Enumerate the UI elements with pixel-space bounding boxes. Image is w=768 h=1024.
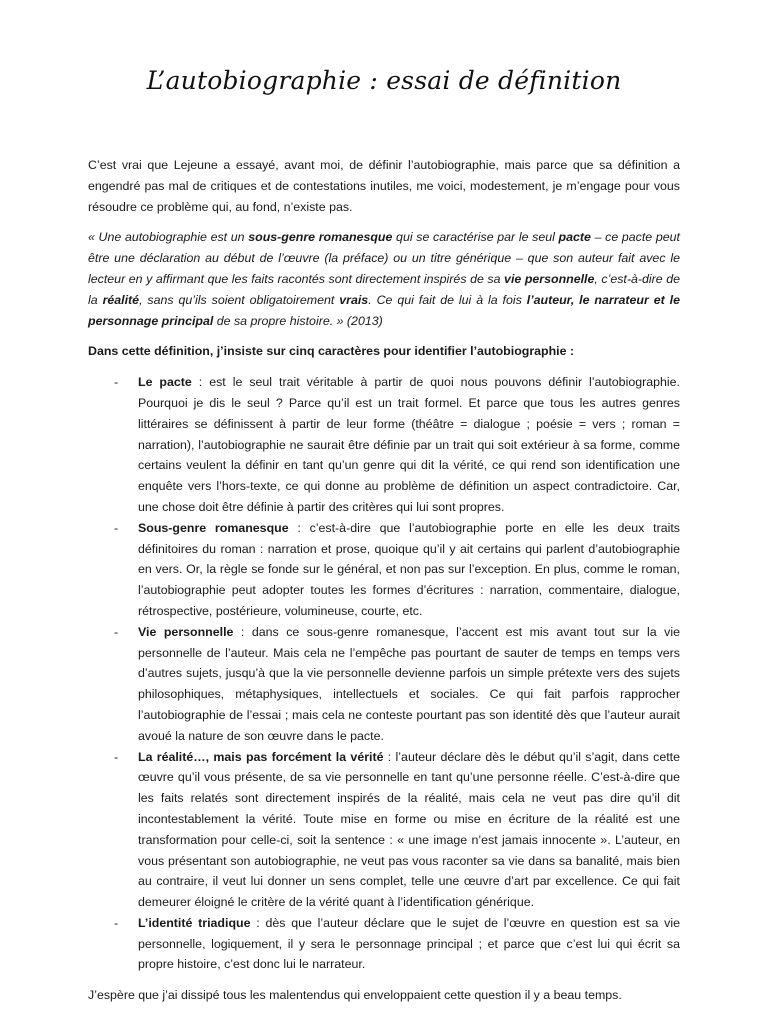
bullet-dash: - [114,749,119,764]
intro-paragraph: C’est vrai que Lejeune a essayé, avant moi, de définir l’autobiographie, mais parce que sa définition a engendré pas mal de critiques et de contestations inutiles, me voici, modestement, je m’engage pour vous résoudre ce problème qui, au fond, n’existe pas. [88,158,680,214]
item-text: : l’auteur déclare dès le début qu’il s’agit, dans cette œuvre qu’il vous présente, de sa vie personnelle en tant qu’une personne réelle. C’est-à-dire que les faits relatés sont directement inspirés de la réalité, mais cela ne veut pas dire qu’il dit incontestablement la vérité. Toute mise en forme ou mise en écriture de la réalité est une transformation pour celle-ci, soit la sentence : « une image n’est jamais innocente ». L’auteur, en vous présentant son autobiographie, ne veut pas vous raconter sa vie dans sa banalité, mais bien au contraire, il veut lui donner un sens complet, telle une œuvre d’art par excellence. Ce qui fait demeurer éloigné le critère de la vérité quant à l’identification générique. [138,749,680,910]
list-item [114,747,680,913]
quote-text: , c’est-à-dire de la [88,271,680,307]
bullet-dash: - [114,624,119,639]
item-text: : c’est-à-dire que l’autobiographie porte en elle les deux traits définitoires du roman : narration et prose, quoique qu’il y ait certains qui parlent d’autobiographie en vers. Or, la règle se fonde sur le général, et non pas sur l’exception. En plus, comme le roman, l’autobiographie peut adopter toutes les formes d’écritures : narration, commentaire, dialogue, rétrospective, postérieure, volumineuse, courte, etc. [138,520,680,618]
quote-text: . Ce qui fait de lui à la fois [368,292,527,307]
list-item [114,913,681,975]
quote-text: de sa propre histoire. » (2013) [213,313,383,328]
bullet-dash: - [114,520,119,535]
list-intro: Dans cette définition, j’insiste sur cinq caractères pour identifier l’autobiographie : [88,344,575,359]
item-term: Sous-genre romanesque [138,520,289,535]
item-term: Vie personnelle [138,624,234,639]
item-term: La réalité…, mais pas forcément la vérité [138,749,384,764]
item-text: : dans ce sous-genre romanesque, l’accent est mis avant tout sur la vie personnelle de l’auteur. Mais cela ne l’empêche pas pourtant de sauter de temps en temps vers d’autres sujets, jusqu’à que la vie personnelle devienne parfois un simple prétexte vers des sujets philosophiques, métaphysiques, intellectuels et sociales. Ce qui fait parfois rapprocher l’autobiographie de l’essai ; mais cela ne conteste pourtant pas son identité dès que l’auteur aurait avoué la nature de son œuvre dans le pacte. [138,624,680,743]
closing-paragraph: J’espère que j’ai dissipé tous les malentendus qui enveloppaient cette question il y a beau temps. [88,988,622,1003]
list-item [114,518,680,622]
item-text: : est le seul trait véritable à partir de quoi nous pouvons définir l’autobiographie. Pourquoi je dis le seul ? Parce qu’il est un trait formel. Et parce que tous les autres genres littéraires se définissent à partir de leur forme (théâtre = dialogue ; poésie = vers ; roman = narration), l’autobiographie ne saurait être définie par un trait qui soit extérieur à sa forme, comme certains veulent la définir en tant qu’un genre qui dit la vérité, ce qui rend son identification une enquête vers l’hors-texte, ce qui donne au problème de définition un aspect contradictoire. Car, une chose doit être définie à partir des critères qui lui sont propres. [138,375,680,514]
bullet-dash: - [114,375,119,390]
document-title: L’autobiographie : essai de définition [146,66,622,95]
item-text: : dès que l’auteur déclare que le sujet de l’œuvre en question est sa vie personnelle, logiquement, il y sera le personnage principal ; et parce que c’est lui qui écrit sa propre histoire, c’est donc lui le narrateur. [138,915,681,972]
list-item [114,622,680,747]
quote-emphasis: l’auteur, le narrateur et le personnage principal [88,292,680,328]
definition-quote [88,227,680,331]
item-term: Le pacte [138,375,192,390]
characteristics-list [88,372,680,975]
quote-text: , sans qu’ils soient obligatoirement [139,292,340,307]
bullet-dash: - [114,915,119,930]
quote-emphasis: pacte [558,230,591,245]
quote-emphasis: vrais [339,292,369,307]
item-term: L’identité triadique [138,915,251,930]
document-body [88,155,680,1016]
quote-text: « Une autobiographie est un [88,230,249,245]
quote-emphasis: réalité [102,292,140,307]
quote-emphasis: vie personnelle [504,271,595,286]
quote-emphasis: sous-genre romanesque [248,230,393,245]
quote-text: – ce pacte peut être une déclaration au début de l’œuvre (la préface) ou un titre générique – que son auteur fait avec le lecteur en y affirmant que les faits racontés sont directement inspirés de sa [88,230,680,286]
quote-text: qui se caractérise par le seul [392,230,559,245]
list-item [114,372,680,518]
